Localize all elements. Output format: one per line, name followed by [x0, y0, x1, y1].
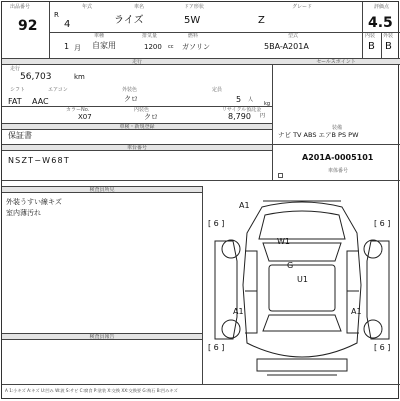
tyre-rear-left: [ 6 ]	[208, 343, 225, 352]
tyre-front-right: [ 6 ]	[374, 219, 391, 228]
exterior-grade: B	[385, 41, 392, 52]
car-damage-diagram	[207, 193, 397, 383]
divider	[2, 180, 400, 181]
displacement-unit: cc	[168, 44, 174, 50]
vin-band: 車台番号	[2, 144, 272, 151]
divider	[381, 32, 382, 58]
r-mark: R	[54, 11, 59, 19]
sales-band: セールスポイント	[272, 58, 400, 65]
tyre-front-left: [ 6 ]	[208, 219, 225, 228]
mileage-unit: km	[74, 73, 85, 81]
label-score: 評価点	[374, 4, 390, 10]
aircon-value: AAC	[32, 97, 49, 106]
transmission-value: FAT	[8, 97, 22, 106]
divider	[2, 384, 400, 385]
model-year: 4	[64, 19, 71, 30]
capacity-unit: kg	[264, 101, 271, 107]
warranty-value: 保証書	[8, 131, 32, 140]
note-line-1: 外装うすい線キズ	[6, 198, 62, 206]
chassis-number: A201A-0005101	[302, 153, 374, 162]
damage-mark-glass: G	[287, 261, 294, 270]
legend-footer: A 1:小キズ A:キズ U:凹み W:波 S:サビ C:腐食 P:塗装 X:交換 XX:交換要 G:飛石 B:凹みキズ	[5, 388, 178, 393]
car-outline-icon	[207, 193, 397, 383]
label-grade: グレード	[292, 4, 313, 10]
label-mileage: 走行	[10, 66, 21, 72]
reg-month-unit: 月	[74, 44, 81, 52]
label-aircon: エアコン	[48, 87, 68, 93]
score-value: 4.5	[368, 15, 393, 31]
label-exterior: 外装	[383, 33, 394, 39]
model-name: ライズ	[114, 15, 144, 26]
label-chassis: 車体番号	[328, 168, 349, 174]
spec-band: 走行	[2, 58, 272, 65]
label-outer-color: 外装色	[122, 87, 138, 93]
label-inner-color: 内装色	[134, 107, 150, 113]
history-band: 車検・新規登録	[2, 123, 272, 130]
label-seating: 定員	[212, 87, 223, 93]
report-band: 検査員報告	[2, 333, 202, 340]
lot-number: 92	[18, 18, 38, 34]
check-box	[278, 173, 283, 178]
fuel-value: ガソリン	[182, 43, 210, 51]
damage-mark-roof: U1	[297, 275, 308, 284]
label-interior: 内装	[365, 33, 376, 39]
mileage-value: 56,703	[20, 72, 52, 82]
damage-mark-rear-right: A1	[351, 307, 362, 316]
damage-mark-windshield: W1	[277, 237, 290, 246]
label-fuel: 燃料	[188, 33, 199, 39]
label-year: 年式	[82, 4, 93, 10]
tyre-rear-right: [ 6 ]	[374, 343, 391, 352]
displacement-value: 1200	[144, 43, 162, 51]
label-recycle: リサイクル預託金	[222, 107, 262, 113]
label-lot: 出品番号	[10, 4, 31, 10]
note-line-2: 室内薄汚れ	[6, 209, 41, 217]
seating-value: 5	[236, 95, 242, 104]
divider	[362, 2, 363, 58]
label-model: 車名	[134, 4, 145, 10]
usage-type: 自家用	[92, 41, 116, 50]
interior-color-value: クロ	[144, 113, 158, 121]
exterior-color-value: クロ	[124, 95, 138, 103]
reg-month: 1	[64, 42, 70, 51]
recycle-unit: 円	[260, 113, 266, 119]
divider	[272, 144, 273, 180]
inspector-band: 検査員所見	[2, 186, 202, 193]
label-shift: シフト	[10, 87, 26, 93]
interior-grade: B	[368, 41, 375, 52]
damage-mark-rear-left: A1	[233, 307, 244, 316]
model-code-value: 5BA-A201A	[264, 42, 309, 51]
label-doors: ドア形状	[184, 4, 204, 10]
damage-mark-front-left: A1	[239, 201, 250, 210]
color-code-value: X07	[78, 113, 92, 121]
label-color-no: カラーNo.	[66, 107, 90, 113]
label-type: 車種	[94, 33, 105, 39]
label-model-code: 型式	[288, 33, 299, 39]
vin-prefix: NSZT−W68T	[8, 156, 70, 165]
divider	[272, 58, 273, 144]
label-equipment: 装備	[332, 125, 343, 131]
door-type: 5W	[184, 15, 201, 26]
grade-value: Z	[258, 15, 265, 26]
recycle-fee: 8,790	[228, 112, 251, 121]
label-displacement: 排気量	[142, 33, 158, 39]
inspection-sheet	[1, 1, 399, 399]
equipment-list: ナビ TV ABS エアB PS PW	[278, 131, 359, 139]
seating-unit: 人	[248, 97, 254, 103]
divider	[202, 186, 203, 384]
